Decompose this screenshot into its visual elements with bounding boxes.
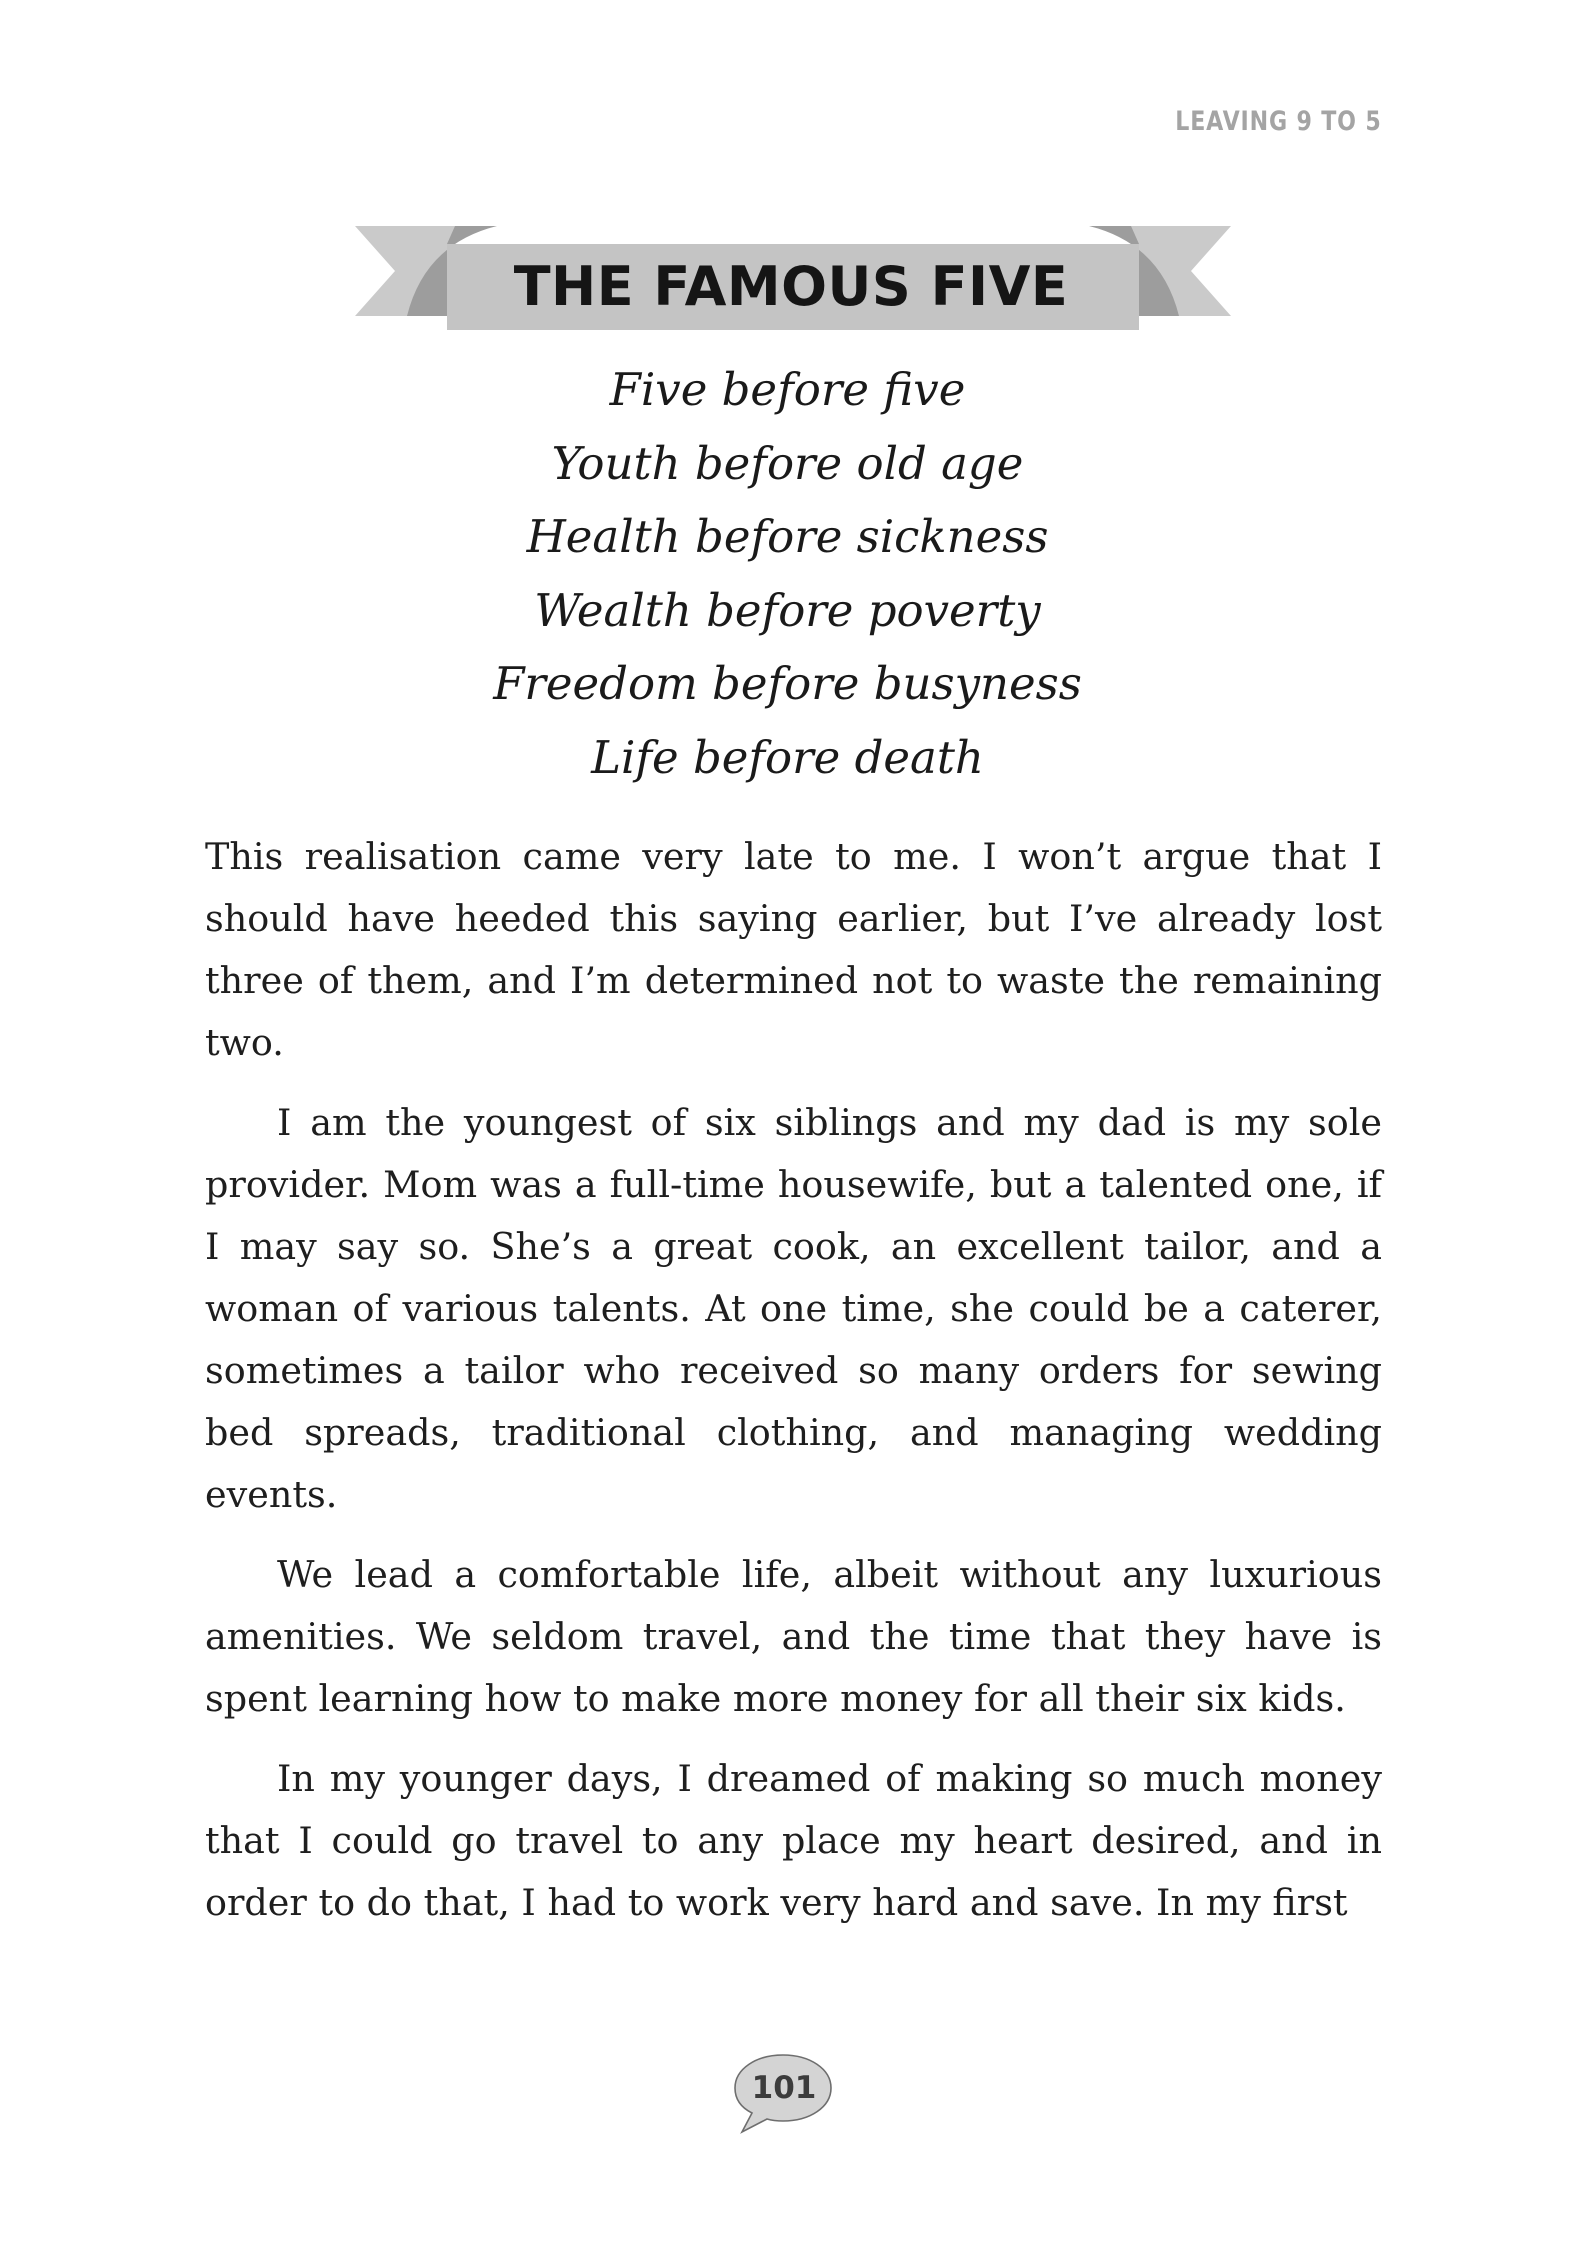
paragraph: I am the youngest of six siblings and my dad is my sole provider. Mom was a full-time housewife, but a talented one, if I may say so. She’s a great cook, an excellent tailor, and a woman of various talents. At one time, she could be a caterer, sometimes a tailor who received so many orders for sewing bed spreads, traditional clothing, and managing wedding events. bbox=[205, 1101, 1382, 1516]
poem-line: Five before five bbox=[609, 363, 966, 416]
page-number-bubble bbox=[730, 2052, 836, 2136]
paragraph: In my younger days, I dreamed of making so much money that I could go travel to any place my heart desired, and in order to do that, I had to work very hard and save. In my first bbox=[205, 1757, 1382, 1924]
poem-line: Youth before old age bbox=[551, 436, 1024, 490]
poem bbox=[0, 353, 1575, 794]
title-banner bbox=[355, 224, 1231, 336]
chapter-title: THE FAMOUS FIVE bbox=[513, 255, 1069, 318]
page-number: 101 bbox=[751, 2070, 817, 2106]
poem-line: Freedom before busyness bbox=[493, 657, 1082, 710]
poem-line: Life before death bbox=[591, 730, 984, 784]
running-header: LEAVING 9 TO 5 bbox=[1175, 106, 1382, 137]
poem-line: Wealth before poverty bbox=[534, 583, 1041, 637]
poem-line: Health before sickness bbox=[526, 510, 1049, 563]
body-text bbox=[205, 826, 1382, 1934]
paragraph: We lead a comfortable life, albeit without any luxurious amenities. We seldom travel, and the time that they have is spent learning how to make more money for all their six kids. bbox=[205, 1553, 1382, 1720]
paragraph: This realisation came very late to me. I won’t argue that I should have heeded this saying earlier, but I’ve already lost three of them, and I’m determined not to waste the remaining two. bbox=[205, 835, 1382, 1064]
